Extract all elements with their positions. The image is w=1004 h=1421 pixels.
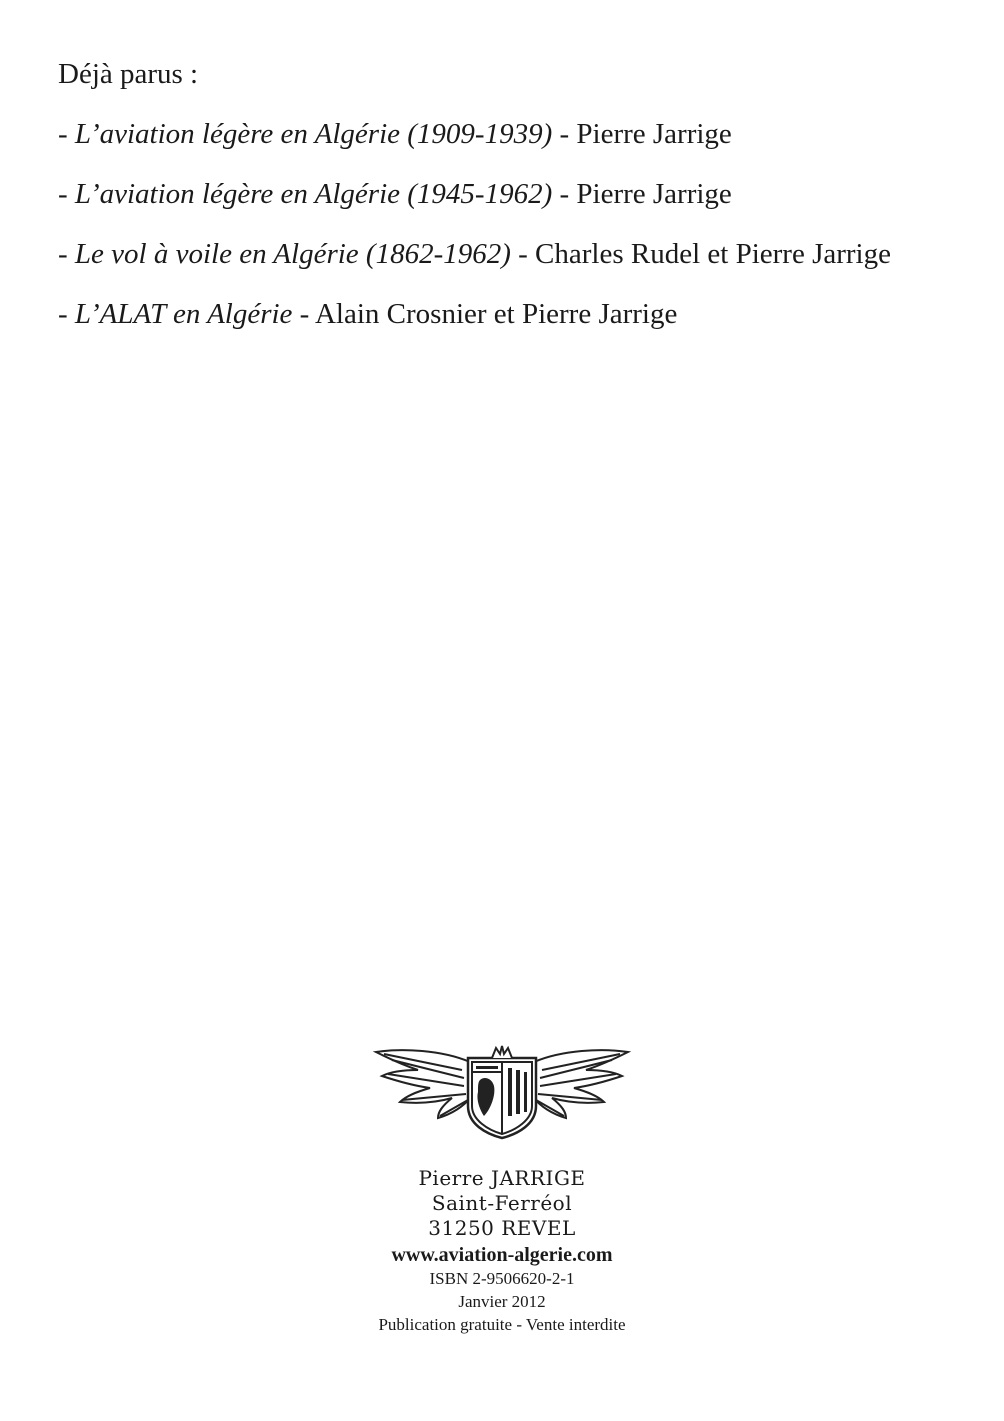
publisher-city: 31250 REVEL [428,1216,576,1240]
winged-shield-emblem-icon [372,1040,632,1140]
publication-date: Janvier 2012 [458,1292,546,1311]
book-title: Le vol à voile en Algérie (1862-1962) [74,238,511,270]
book-item [58,236,891,296]
book-prefix: - [58,298,75,330]
book-prefix: - [58,178,75,210]
book-prefix: - [58,118,75,150]
website-link[interactable]: www.aviation-algerie.com [391,1244,613,1266]
book-authors: - Pierre Jarrige [552,178,732,210]
book-title: L’aviation légère en Algérie (1909-1939) [74,118,553,150]
book-authors: - Charles Rudel et Pierre Jarrige [510,238,891,270]
book-item [58,116,891,176]
list-heading: Déjà parus : [58,58,199,90]
publisher-name: Pierre JARRIGE [418,1166,586,1190]
book-list [58,116,891,356]
sale-notice: Publication gratuite - Vente interdite [378,1315,626,1334]
book-authors: - Pierre Jarrige [552,118,732,150]
isbn: ISBN 2-9506620-2-1 [429,1269,575,1288]
book-item [58,296,891,356]
book-title: L’ALAT en Algérie [74,298,293,330]
colophon [0,1040,1004,1336]
book-item [58,176,891,236]
book-authors: - Alain Crosnier et Pierre Jarrige [292,298,678,330]
publisher-place: Saint-Ferréol [431,1191,573,1215]
book-prefix: - [58,238,75,270]
book-title: L’aviation légère en Algérie (1945-1962) [74,178,553,210]
